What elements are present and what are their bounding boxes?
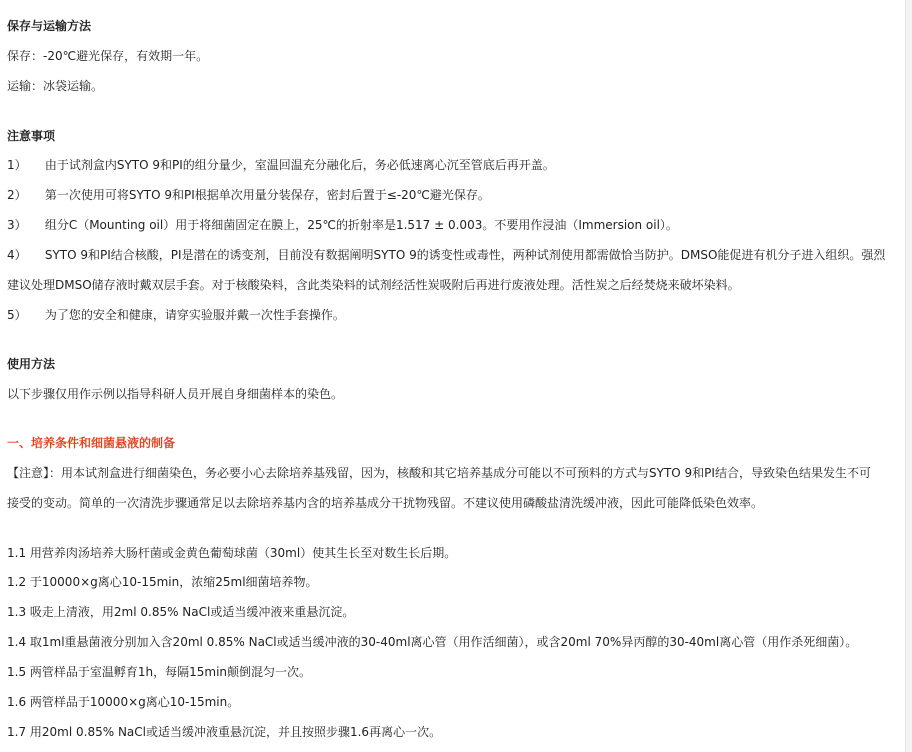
note-line: 【注意】：用本试剂盒进行细菌染色，务必要小心去除培养基残留，因为，核酸和其它培养基成分可能以不可预料的方式与SYTO 9和PI结合，导致染色结果发生不可	[7, 466, 871, 480]
storage-line: 保存：-20℃避光保存，有效期一年。	[7, 49, 209, 63]
step-item: 1.3 吸走上清液，用2ml 0.85% NaCl或适当缓冲液来重悬沉淀。	[7, 605, 355, 619]
item-number: 3）	[7, 218, 27, 232]
step-item: 1.1 用营养肉汤培养大肠杆菌或金黄色葡萄球菌（30ml）使其生长至对数生长后期。	[7, 546, 457, 560]
item-text: 组分C（Mounting oil）用于将细菌固定在膜上，25℃的折射率是1.517 ± 0.003。不要用作浸油（Immersion oil）。	[44, 218, 678, 232]
storage-heading: 保存与运输方法	[7, 19, 92, 33]
precautions-heading: 注意事项	[7, 129, 56, 143]
section1-heading: 一、培养条件和细菌悬液的制备	[7, 436, 176, 450]
step-item: 1.7 用20ml 0.85% NaCl或适当缓冲液重悬沉淀，并且按照步骤1.6再离心一次。	[7, 725, 442, 739]
transport-line: 运输：冰袋运输。	[7, 79, 104, 93]
scrollbar[interactable]	[905, 0, 912, 752]
item-number: 1）	[7, 158, 27, 172]
item-number: 5）	[7, 308, 27, 322]
note-line: 接受的变动。简单的一次清洗步骤通常足以去除培养基内含的培养基成分干扰物残留。不建议使用磷酸盐清洗缓冲液，因此可能降低染色效率。	[7, 496, 764, 510]
precaution-item	[7, 217, 678, 233]
usage-intro: 以下步骤仅用作示例以指导科研人员开展自身细菌样本的染色。	[7, 387, 344, 401]
precaution-item	[7, 157, 555, 173]
item-text: 为了您的安全和健康，请穿实验服并戴一次性手套操作。	[44, 308, 345, 322]
step-item: 1.4 取1ml重悬菌液分别加入含20ml 0.85% NaCl或适当缓冲液的30-40ml离心管（用作活细菌），或含20ml 70%异丙醇的30-40ml离心管（用作杀死细菌）。	[7, 635, 858, 649]
item-number: 4）	[7, 248, 27, 262]
item-number: 2）	[7, 188, 27, 202]
usage-heading: 使用方法	[7, 357, 56, 371]
precaution-item	[7, 247, 885, 263]
precaution-item-continuation: 建议处理DMSO储存液时戴双层手套。对于核酸染料，含此类染料的试剂经活性炭吸附后再进行废液处理。活性炭之后经焚烧来破坏染料。	[7, 278, 740, 292]
precaution-item	[7, 187, 490, 203]
step-item: 1.6 两管样品于10000×g离心10-15min。	[7, 695, 240, 709]
step-item: 1.2 于10000×g离心10-15min，浓缩25ml细菌培养物。	[7, 575, 318, 589]
precaution-item	[7, 307, 345, 323]
step-item: 1.5 两管样品于室温孵育1h，每隔15min颠倒混匀一次。	[7, 665, 312, 679]
item-text: 由于试剂盒内SYTO 9和PI的组分量少，室温回温充分融化后，务必低速离心沉至管底后再开盖。	[44, 158, 555, 172]
item-text: 第一次使用可将SYTO 9和PI根据单次用量分装保存，密封后置于≤-20℃避光保存。	[44, 188, 490, 202]
item-text: SYTO 9和PI结合核酸，PI是潜在的诱变剂，目前没有数据阐明SYTO 9的诱变性或毒性，两种试剂使用都需做恰当防护。DMSO能促进有机分子进入组织。强烈	[44, 248, 886, 262]
